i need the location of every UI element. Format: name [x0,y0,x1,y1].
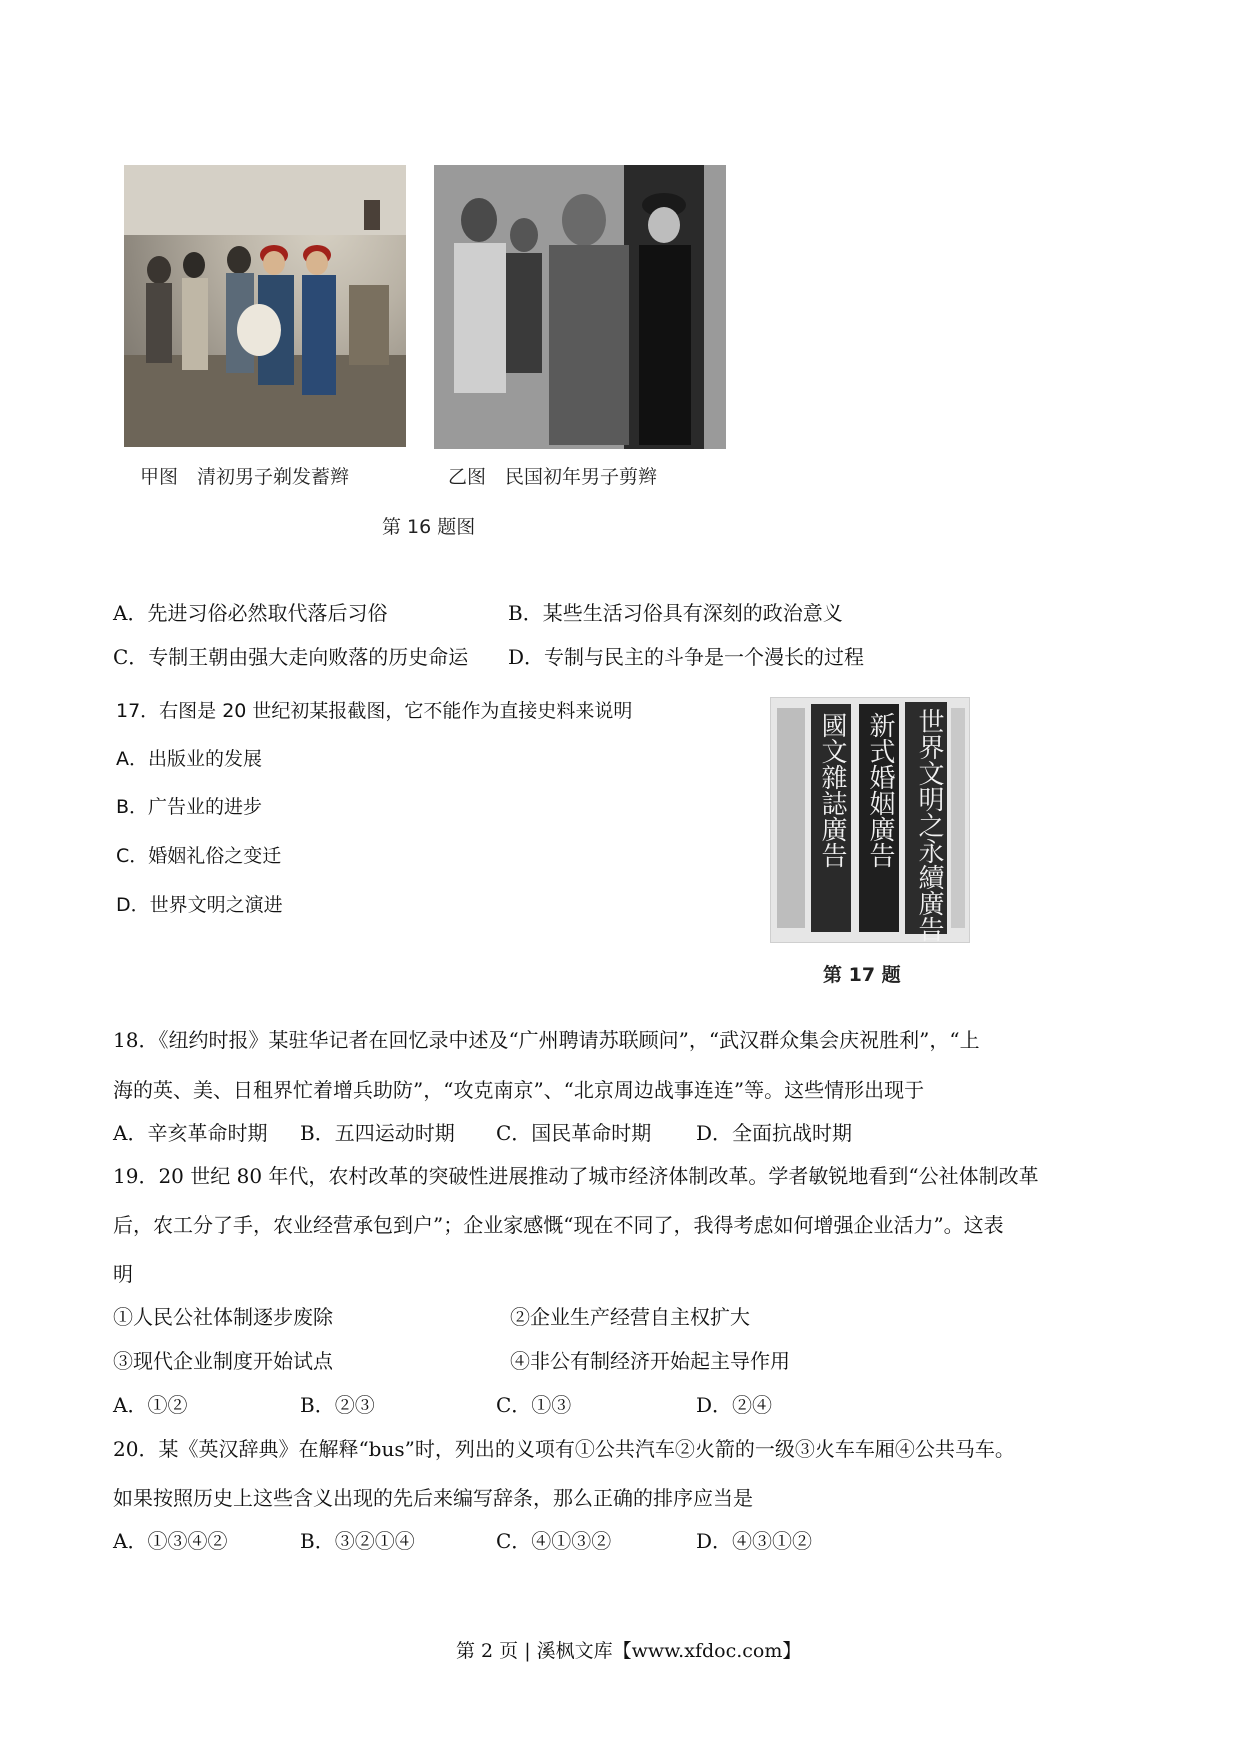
q20-stem-line-2: 如果按照历史上这些含义出现的先后来编写辞条，那么正确的排序应当是 [113,1486,753,1510]
q17-option-d: D．世界文明之演进 [116,894,283,916]
figure-16-right-caption: 乙图 民国初年男子剪辫 [448,466,658,488]
q18-option-d: D．全面抗战时期 [696,1121,853,1145]
figure-17-title: 第 17 题 [823,964,901,986]
page-footer: 第 2 页 | 溪枫文库【www.xfdoc.com】 [456,1640,802,1662]
q18-option-a: A．辛亥革命时期 [113,1121,268,1145]
q19-option-a: A．①② [113,1393,188,1417]
q20-stem-line-1: 20．某《英汉辞典》在解释“bus”时，列出的义项有①公共汽车②火箭的一级③火车车厢④公共马车。 [113,1437,1015,1461]
q17-option-b: B．广告业的进步 [116,796,263,818]
q16-option-d: D．专制与民主的斗争是一个漫长的过程 [508,645,865,669]
q19-option-d: D．②④ [696,1393,773,1417]
figure-16-title: 第 16 题图 [382,516,476,538]
figure-17-newspaper-image [770,697,970,943]
figure-16-left-caption: 甲图 清初男子剃发蓄辫 [140,466,350,488]
q20-option-d: D．④③①② [696,1529,813,1553]
q17-option-c: C．婚姻礼俗之变迁 [116,845,282,867]
q20-option-a: A．①③④② [113,1529,228,1553]
newspaper-column-2: 新式婚姻廣告 [865,712,895,868]
q18-option-c: C．国民革命时期 [496,1121,652,1145]
photo-illustration [434,165,726,449]
q20-option-b: B．③②①④ [300,1529,415,1553]
painting-illustration [124,165,406,447]
newspaper-column-1: 世界文明之永續廣告 [914,708,944,942]
q19-item-1: ①人民公社体制逐步废除 [113,1305,333,1329]
q17-option-a: A．出版业的发展 [116,748,262,770]
q16-option-c: C．专制王朝由强大走向败落的历史命运 [113,645,469,669]
q18-stem-line-2: 海的英、美、日租界忙着增兵助防”，“攻克南京”、“北京周边战事连连”等。这些情形出现于 [113,1078,925,1102]
q18-option-b: B．五四运动时期 [300,1121,455,1145]
q16-option-b: B．某些生活习俗具有深刻的政治意义 [508,601,843,625]
newspaper-column-3: 國文雜誌廣告 [817,712,847,868]
q19-option-c: C．①③ [496,1393,572,1417]
q17-stem: 17．右图是 20 世纪初某报截图，它不能作为直接史料来说明 [116,700,633,722]
q19-stem-line-1: 19．20 世纪 80 年代，农村改革的突破性进展推动了城市经济体制改革。学者敏锐地看到“公社体制改革 [113,1164,1039,1188]
figure-16-left-image [124,165,406,447]
q19-item-3: ③现代企业制度开始试点 [113,1349,333,1373]
q19-stem-line-3: 明 [113,1262,133,1286]
figure-16-right-image [434,165,726,449]
q19-item-4: ④非公有制经济开始起主导作用 [510,1349,790,1373]
q16-option-a: A．先进习俗必然取代落后习俗 [113,601,388,625]
q19-option-b: B．②③ [300,1393,375,1417]
q19-stem-line-2: 后，农工分了手，农业经营承包到户”；企业家感慨“现在不同了，我得考虑如何增强企业活力”。这表 [113,1213,1004,1237]
q20-option-c: C．④①③② [496,1529,612,1553]
q18-stem-line-1: 18．《纽约时报》某驻华记者在回忆录中述及“广州聘请苏联顾问”，“武汉群众集会庆祝胜利”，“上 [113,1028,980,1052]
q19-item-2: ②企业生产经营自主权扩大 [510,1305,750,1329]
